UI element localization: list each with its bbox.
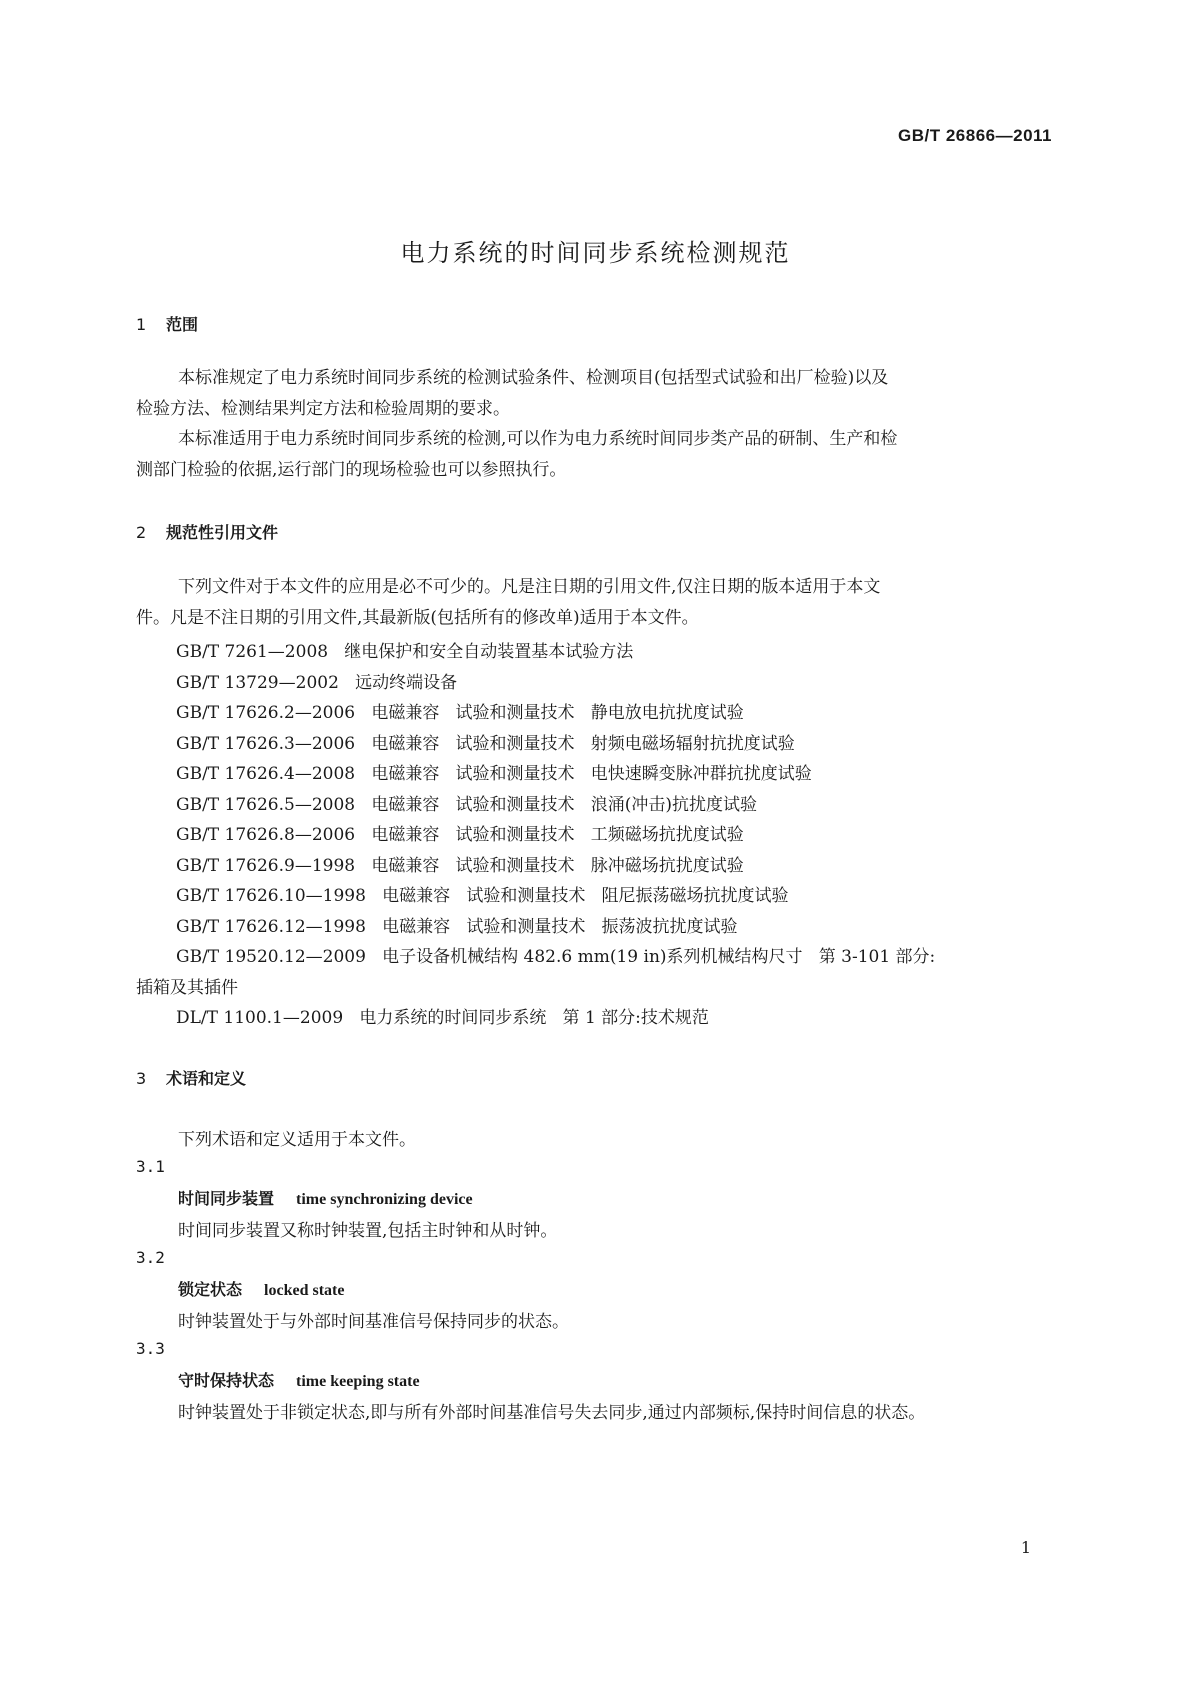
reference-item: DL/T 1100.1—2009 电力系统的时间同步系统 第 1 部分:技术规范 <box>176 1008 709 1028</box>
term-en: locked state <box>264 1282 345 1299</box>
term-en: time synchronizing device <box>296 1191 473 1208</box>
term-number: 3.3 <box>136 1339 165 1358</box>
reference-item: GB/T 17626.9—1998 电磁兼容 试验和测量技术 脉冲磁场抗扰度试验 <box>176 856 744 876</box>
section-number: 3 <box>136 1069 147 1088</box>
section-number: 2 <box>136 523 147 542</box>
page-number: 1 <box>1020 1538 1031 1557</box>
term-number: 3.2 <box>136 1248 165 1267</box>
reference-item: GB/T 17626.10—1998 电磁兼容 试验和测量技术 阻尼振荡磁场抗扰度试验 <box>176 886 789 906</box>
terms-intro: 下列术语和定义适用于本文件。 <box>178 1130 416 1150</box>
document-title: 电力系统的时间同步系统检测规范 <box>400 239 791 267</box>
section-title: 规范性引用文件 <box>166 523 279 542</box>
scope-paragraph-1 <box>136 363 1056 425</box>
reference-item: GB/T 17626.5—2008 电磁兼容 试验和测量技术 浪涌(冲击)抗扰度试验 <box>176 795 758 815</box>
term-en: time keeping state <box>296 1373 420 1390</box>
section-title: 术语和定义 <box>166 1069 247 1088</box>
reference-item: GB/T 17626.12—1998 电磁兼容 试验和测量技术 振荡波抗扰度试验 <box>176 917 738 937</box>
reference-item: GB/T 13729—2002 远动终端设备 <box>176 673 458 693</box>
text-line: 件。凡是不注日期的引用文件,其最新版(包括所有的修改单)适用于本文件。 <box>136 608 699 628</box>
section-number: 1 <box>136 315 147 334</box>
section-heading-scope <box>136 312 198 335</box>
text-line: 下列文件对于本文件的应用是必不可少的。凡是注日期的引用文件,仅注日期的版本适用于本文 <box>178 577 881 597</box>
term-entry <box>178 1186 473 1209</box>
term-definition: 时钟装置处于与外部时间基准信号保持同步的状态。 <box>178 1312 569 1332</box>
term-entry <box>178 1368 420 1391</box>
reference-item: GB/T 7261—2008 继电保护和安全自动装置基本试验方法 <box>176 642 634 662</box>
term-zh: 守时保持状态 <box>178 1371 275 1390</box>
section-heading-terms <box>136 1066 246 1089</box>
reference-item: GB/T 19520.12—2009 电子设备机械结构 482.6 mm(19 in)系列机械结构尺寸 第 3-101 部分: <box>176 947 936 967</box>
term-definition: 时钟装置处于非锁定状态,即与所有外部时间基准信号失去同步,通过内部频标,保持时间信息的状态。 <box>178 1403 926 1423</box>
reference-item: GB/T 17626.8—2006 电磁兼容 试验和测量技术 工频磁场抗扰度试验 <box>176 825 744 845</box>
term-entry <box>178 1277 344 1300</box>
normative-intro <box>136 572 1056 634</box>
term-zh: 锁定状态 <box>178 1280 243 1299</box>
text-line: 测部门检验的依据,运行部门的现场检验也可以参照执行。 <box>136 460 567 480</box>
reference-item: GB/T 17626.2—2006 电磁兼容 试验和测量技术 静电放电抗扰度试验 <box>176 703 744 723</box>
term-number: 3.1 <box>136 1157 165 1176</box>
scope-paragraph-2 <box>136 424 1056 486</box>
standard-number: GB/T 26866—2011 <box>898 126 1052 145</box>
section-title: 范围 <box>166 315 199 334</box>
text-line: 本标准规定了电力系统时间同步系统的检测试验条件、检测项目(包括型式试验和出厂检验)以及 <box>178 368 889 388</box>
term-definition: 时间同步装置又称时钟装置,包括主时钟和从时钟。 <box>178 1221 558 1241</box>
term-zh: 时间同步装置 <box>178 1189 275 1208</box>
text-line: 本标准适用于电力系统时间同步系统的检测,可以作为电力系统时间同步类产品的研制、生产和检 <box>178 429 898 449</box>
text-line: 检验方法、检测结果判定方法和检验周期的要求。 <box>136 399 510 419</box>
reference-item: GB/T 17626.3—2006 电磁兼容 试验和测量技术 射频电磁场辐射抗扰度试验 <box>176 734 795 754</box>
reference-item: GB/T 17626.4—2008 电磁兼容 试验和测量技术 电快速瞬变脉冲群抗扰度试验 <box>176 764 812 784</box>
section-heading-normative <box>136 520 278 543</box>
reference-item-wrap: 插箱及其插件 <box>136 978 238 998</box>
